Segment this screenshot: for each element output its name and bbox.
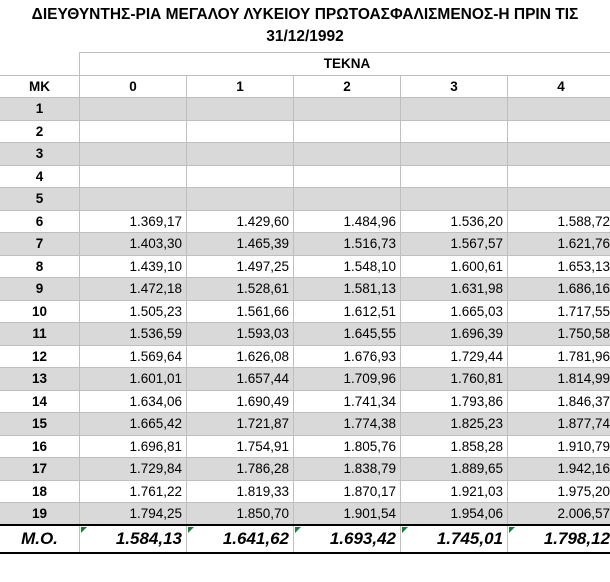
value-cell[interactable]: 1.858,28 bbox=[401, 435, 508, 458]
value-cell[interactable]: 1.781,96 bbox=[508, 345, 610, 368]
mk-cell[interactable]: 10 bbox=[0, 300, 80, 323]
value-cell[interactable]: 1.536,20 bbox=[401, 210, 508, 233]
value-cell[interactable]: 1.548,10 bbox=[294, 255, 401, 278]
value-cell[interactable]: 1.653,13 bbox=[508, 255, 610, 278]
value-cell[interactable]: 1.536,59 bbox=[80, 323, 187, 346]
mk-cell[interactable]: 8 bbox=[0, 255, 80, 278]
value-cell[interactable]: 1.665,03 bbox=[401, 300, 508, 323]
table-row bbox=[0, 143, 610, 166]
value-cell[interactable]: 1.516,73 bbox=[294, 233, 401, 256]
value-cell[interactable]: 1.729,84 bbox=[80, 458, 187, 481]
value-cell[interactable]: 1.561,66 bbox=[187, 300, 294, 323]
value-cell[interactable]: 1.686,16 bbox=[508, 278, 610, 301]
mk-cell[interactable]: 17 bbox=[0, 458, 80, 481]
value-cell[interactable]: 1.954,06 bbox=[401, 503, 508, 526]
value-cell[interactable]: 1.850,70 bbox=[187, 503, 294, 526]
value-cell[interactable] bbox=[401, 98, 508, 121]
value-cell[interactable] bbox=[294, 120, 401, 143]
value-cell[interactable]: 1.794,25 bbox=[80, 503, 187, 526]
table-row bbox=[0, 323, 610, 346]
table-row bbox=[0, 300, 610, 323]
value-cell[interactable]: 1.403,30 bbox=[80, 233, 187, 256]
value-cell[interactable]: 1.569,64 bbox=[80, 345, 187, 368]
salary-table bbox=[0, 52, 610, 554]
value-cell[interactable]: 1.729,44 bbox=[401, 345, 508, 368]
value-cell[interactable]: 1.921,03 bbox=[401, 480, 508, 503]
value-cell[interactable]: 1.910,79 bbox=[508, 435, 610, 458]
value-cell[interactable]: 1.528,61 bbox=[187, 278, 294, 301]
value-cell[interactable]: 1.870,17 bbox=[294, 480, 401, 503]
average-label[interactable]: Μ.Ο. bbox=[0, 525, 80, 553]
mk-cell[interactable]: 16 bbox=[0, 435, 80, 458]
value-cell[interactable]: 1.657,44 bbox=[187, 368, 294, 391]
value-cell[interactable]: 1.696,81 bbox=[80, 435, 187, 458]
mk-cell[interactable]: 19 bbox=[0, 503, 80, 526]
value-cell[interactable]: 1.439,10 bbox=[80, 255, 187, 278]
column-header-row bbox=[0, 75, 610, 98]
value-cell[interactable]: 1.626,08 bbox=[187, 345, 294, 368]
value-cell[interactable]: 1.819,33 bbox=[187, 480, 294, 503]
table-row bbox=[0, 390, 610, 413]
value-cell[interactable]: 1.975,20 bbox=[508, 480, 610, 503]
mk-cell[interactable]: 3 bbox=[0, 143, 80, 166]
average-value-cell[interactable]: 1.693,42 bbox=[294, 525, 401, 553]
value-cell[interactable] bbox=[80, 188, 187, 211]
value-cell[interactable]: 2.006,57 bbox=[508, 503, 610, 526]
table-row bbox=[0, 255, 610, 278]
value-cell[interactable] bbox=[187, 143, 294, 166]
value-cell[interactable]: 1.741,34 bbox=[294, 390, 401, 413]
column-header-2[interactable]: 2 bbox=[294, 75, 401, 98]
value-cell[interactable] bbox=[508, 165, 610, 188]
value-cell[interactable]: 1.825,23 bbox=[401, 413, 508, 436]
column-header-4[interactable]: 4 bbox=[508, 75, 610, 98]
table-row bbox=[0, 480, 610, 503]
average-value-cell[interactable]: 1.798,12 bbox=[508, 525, 610, 553]
value-cell[interactable] bbox=[401, 165, 508, 188]
value-cell[interactable]: 1.369,17 bbox=[80, 210, 187, 233]
value-cell[interactable]: 1.761,22 bbox=[80, 480, 187, 503]
value-cell[interactable]: 1.612,51 bbox=[294, 300, 401, 323]
average-value-cell[interactable]: 1.745,01 bbox=[401, 525, 508, 553]
value-cell[interactable] bbox=[80, 165, 187, 188]
mk-cell[interactable]: 15 bbox=[0, 413, 80, 436]
value-cell[interactable]: 1.634,06 bbox=[80, 390, 187, 413]
value-cell[interactable]: 1.750,58 bbox=[508, 323, 610, 346]
value-cell[interactable]: 1.497,25 bbox=[187, 255, 294, 278]
column-header-0[interactable]: 0 bbox=[80, 75, 187, 98]
value-cell[interactable] bbox=[187, 188, 294, 211]
value-cell[interactable] bbox=[187, 165, 294, 188]
value-cell[interactable]: 1.838,79 bbox=[294, 458, 401, 481]
value-cell[interactable]: 1.846,37 bbox=[508, 390, 610, 413]
value-cell[interactable]: 1.472,18 bbox=[80, 278, 187, 301]
value-cell[interactable]: 1.601,01 bbox=[80, 368, 187, 391]
value-cell[interactable]: 1.942,16 bbox=[508, 458, 610, 481]
value-cell[interactable]: 1.505,23 bbox=[80, 300, 187, 323]
value-cell[interactable]: 1.429,60 bbox=[187, 210, 294, 233]
value-cell[interactable] bbox=[401, 120, 508, 143]
value-cell[interactable] bbox=[508, 143, 610, 166]
value-cell[interactable] bbox=[508, 98, 610, 121]
table-row bbox=[0, 233, 610, 256]
value-cell[interactable]: 1.709,96 bbox=[294, 368, 401, 391]
average-row bbox=[0, 525, 610, 553]
value-cell[interactable]: 1.588,72 bbox=[508, 210, 610, 233]
table-body bbox=[0, 98, 610, 554]
table-row bbox=[0, 120, 610, 143]
value-cell[interactable] bbox=[508, 188, 610, 211]
value-cell[interactable]: 1.793,86 bbox=[401, 390, 508, 413]
table-row bbox=[0, 210, 610, 233]
average-value-cell[interactable]: 1.584,13 bbox=[80, 525, 187, 553]
table-row bbox=[0, 278, 610, 301]
value-cell[interactable]: 1.567,57 bbox=[401, 233, 508, 256]
value-cell[interactable] bbox=[401, 143, 508, 166]
table-row bbox=[0, 458, 610, 481]
mk-cell[interactable]: 7 bbox=[0, 233, 80, 256]
table-row bbox=[0, 368, 610, 391]
value-cell[interactable] bbox=[401, 188, 508, 211]
value-cell[interactable]: 1.581,13 bbox=[294, 278, 401, 301]
title-line-1: ΔΙΕΥΘΥΝΤΗΣ-ΡΙΑ ΜΕΓΑΛΟΥ ΛΥΚΕΙΟΥ ΠΡΩΤΟΑΣΦΑΛΙΣΜΕΝΟΣ-Η ΠΡΙΝ ΤΙΣ bbox=[31, 6, 579, 23]
value-cell[interactable] bbox=[80, 120, 187, 143]
value-cell[interactable]: 1.889,65 bbox=[401, 458, 508, 481]
value-cell[interactable]: 1.774,38 bbox=[294, 413, 401, 436]
value-cell[interactable] bbox=[294, 143, 401, 166]
mk-cell[interactable]: 4 bbox=[0, 165, 80, 188]
value-cell[interactable] bbox=[187, 120, 294, 143]
mk-cell[interactable]: 2 bbox=[0, 120, 80, 143]
average-value-cell[interactable]: 1.641,62 bbox=[187, 525, 294, 553]
mk-cell[interactable]: 11 bbox=[0, 323, 80, 346]
value-cell[interactable]: 1.484,96 bbox=[294, 210, 401, 233]
table-row bbox=[0, 503, 610, 526]
empty-header-cell[interactable] bbox=[0, 53, 80, 76]
table-row bbox=[0, 413, 610, 436]
value-cell[interactable] bbox=[80, 98, 187, 121]
value-cell[interactable]: 1.696,39 bbox=[401, 323, 508, 346]
mk-cell[interactable]: 12 bbox=[0, 345, 80, 368]
mk-cell[interactable]: 1 bbox=[0, 98, 80, 121]
value-cell[interactable] bbox=[187, 98, 294, 121]
value-cell[interactable] bbox=[294, 165, 401, 188]
table-row bbox=[0, 188, 610, 211]
mk-cell[interactable]: 14 bbox=[0, 390, 80, 413]
value-cell[interactable]: 1.645,55 bbox=[294, 323, 401, 346]
value-cell[interactable]: 1.721,87 bbox=[187, 413, 294, 436]
column-header-1[interactable]: 1 bbox=[187, 75, 294, 98]
value-cell[interactable] bbox=[508, 120, 610, 143]
value-cell[interactable]: 1.676,93 bbox=[294, 345, 401, 368]
sheet-title bbox=[0, 0, 610, 52]
value-cell[interactable]: 1.805,76 bbox=[294, 435, 401, 458]
row-header-mk[interactable]: ΜΚ bbox=[0, 75, 80, 98]
value-cell[interactable]: 1.814,99 bbox=[508, 368, 610, 391]
value-cell[interactable]: 1.754,91 bbox=[187, 435, 294, 458]
value-cell[interactable] bbox=[294, 188, 401, 211]
value-cell[interactable]: 1.786,28 bbox=[187, 458, 294, 481]
value-cell[interactable]: 1.665,42 bbox=[80, 413, 187, 436]
mk-cell[interactable]: 6 bbox=[0, 210, 80, 233]
mk-cell[interactable]: 9 bbox=[0, 278, 80, 301]
value-cell[interactable]: 1.600,61 bbox=[401, 255, 508, 278]
title-line-2: 31/12/1992 bbox=[266, 28, 344, 45]
group-header-row bbox=[0, 53, 610, 76]
table-row bbox=[0, 165, 610, 188]
value-cell[interactable]: 1.465,39 bbox=[187, 233, 294, 256]
value-cell[interactable] bbox=[80, 143, 187, 166]
value-cell[interactable]: 1.690,49 bbox=[187, 390, 294, 413]
table-row bbox=[0, 98, 610, 121]
value-cell[interactable]: 1.593,03 bbox=[187, 323, 294, 346]
mk-cell[interactable]: 13 bbox=[0, 368, 80, 391]
column-header-3[interactable]: 3 bbox=[401, 75, 508, 98]
group-header[interactable]: ΤΕΚΝΑ bbox=[80, 53, 610, 76]
value-cell[interactable]: 1.760,81 bbox=[401, 368, 508, 391]
table-row bbox=[0, 435, 610, 458]
value-cell[interactable]: 1.631,98 bbox=[401, 278, 508, 301]
table-row bbox=[0, 345, 610, 368]
value-cell[interactable]: 1.901,54 bbox=[294, 503, 401, 526]
value-cell[interactable]: 1.877,74 bbox=[508, 413, 610, 436]
value-cell[interactable]: 1.621,76 bbox=[508, 233, 610, 256]
mk-cell[interactable]: 18 bbox=[0, 480, 80, 503]
value-cell[interactable] bbox=[294, 98, 401, 121]
mk-cell[interactable]: 5 bbox=[0, 188, 80, 211]
value-cell[interactable]: 1.717,55 bbox=[508, 300, 610, 323]
